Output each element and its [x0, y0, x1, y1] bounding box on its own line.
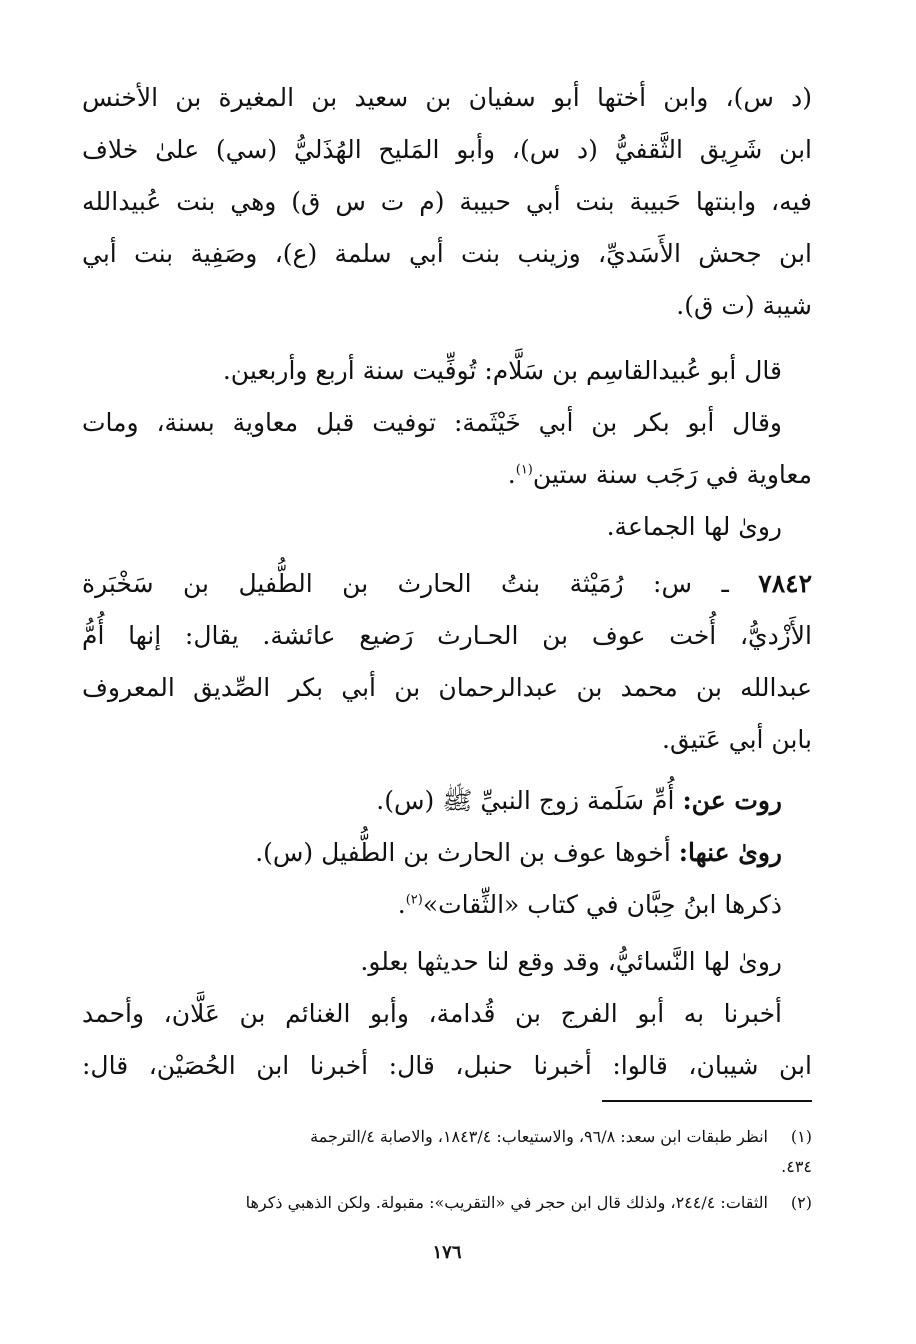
rawa-anha-text: أخوها عوف بن الحارث بن الطُّفيل (س). — [255, 838, 679, 867]
entry-line-2: الأَزْديُّ، أُخت عوف بن الحـارث رَضيع عائشة. يقال: إنها أُمُّ — [82, 621, 812, 650]
body-line-2: ابن شَرِيق الثَّقفيُّ (د س)، وأبو المَليح الهُذَليُّ (سي) علىٰ خلاف — [82, 135, 812, 164]
rawa-anha-label: روىٰ عنها: — [678, 838, 782, 867]
rawa-anha-line — [82, 827, 782, 879]
entry-heading-line — [82, 558, 812, 610]
ibn-hibban-end: . — [397, 890, 406, 919]
rawat-an-text: أُمِّ سَلَمة زوج النبيِّ ﷺ (س). — [376, 786, 683, 815]
footnote-1-number: (١) — [790, 1127, 812, 1146]
body-line-1: (د س)، وابن أختها أبو سفيان بن سعيد بن المغيرة بن الأخنس — [82, 83, 812, 112]
body-line-3: فيه، وابنتها حَبيبة بنت أبي حبيبة (م ت س ق) وهي بنت عُبيدالله — [82, 187, 812, 216]
akhbarana-line-2: ابن شيبان، قالوا: أخبرنا حنبل، قال: أخبرنا ابن الحُصَيْن، قال: — [82, 1051, 812, 1080]
body-line-5: شيبة (ت ق). — [676, 291, 812, 320]
abu-bakr-statement-line-1: وقال أبو بكر بن أبي خَيْثَمة: توفيت قبل معاوية بسنة، ومات — [82, 408, 782, 437]
footnote-2-number: (٢) — [790, 1193, 812, 1212]
rawat-an-line — [82, 775, 782, 827]
body-line-4: ابن جحش الأَسَديِّ، وزينب بنت أبي سلمة (ع)، وصَفِية بنت أبي — [82, 239, 812, 268]
entry-line-4: بابن أبي عَتيق. — [662, 725, 812, 754]
abu-bakr-statement-text: معاوية في رَجَب سنة ستين — [532, 460, 812, 489]
nasai-line: روىٰ لها النَّسائيُّ، وقد وقع لنا حديثها بعلو. — [360, 947, 782, 976]
footnote-2-text: الثقات: ٢٤٤/٤، ولذلك قال ابن حجر في «التقريب»: مقبولة. ولكن الذهبي ذكرها — [245, 1193, 768, 1212]
footnote-1 — [82, 1122, 812, 1152]
entry-number: ٧٨٤٢ — [758, 569, 812, 598]
rawat-an-label: روت عن: — [682, 786, 782, 815]
book-page — [82, 70, 812, 1290]
footnote-marker-2[interactable]: (٢) — [405, 892, 423, 908]
entry-line-3: عبدالله بن محمد بن عبدالرحمان بن أبي بكر الصِّديق المعروف — [82, 673, 812, 702]
ibn-hibban-line — [82, 879, 782, 931]
footnote-divider — [602, 1100, 812, 1102]
ibn-hibban-text: ذكرها ابنُ حِبَّان في كتاب «الثِّقات» — [422, 890, 782, 919]
footnote-1-text: انظر طبقات ابن سعد: ٩٦/٨، والاستيعاب: ١٨٤٣/٤، والاصابة ٤/الترجمة — [310, 1127, 768, 1146]
page-number: ١٧٦ — [432, 1242, 462, 1263]
footnote-1-continuation: ٤٣٤. — [781, 1157, 812, 1176]
footnote-2 — [82, 1188, 812, 1218]
entry-heading-text: ـ س: رُمَيْثة بنتُ الحارث بن الطُّفيل بن سَخْبَرة — [82, 569, 759, 598]
abu-bakr-statement-line-2 — [82, 449, 812, 501]
jamaa-statement: روىٰ لها الجماعة. — [606, 512, 782, 541]
abu-bakr-statement-end: . — [507, 460, 516, 489]
abu-ubayd-statement: قال أبو عُبيدالقاسِم بن سَلَّام: تُوفِّيت سنة أربع وأربعين. — [222, 356, 782, 385]
footnote-marker-1[interactable]: (١) — [515, 462, 533, 478]
akhbarana-line-1: أخبرنا به أبو الفرج بن قُدامة، وأبو الغنائم بن عَلَّان، وأحمد — [82, 999, 782, 1028]
